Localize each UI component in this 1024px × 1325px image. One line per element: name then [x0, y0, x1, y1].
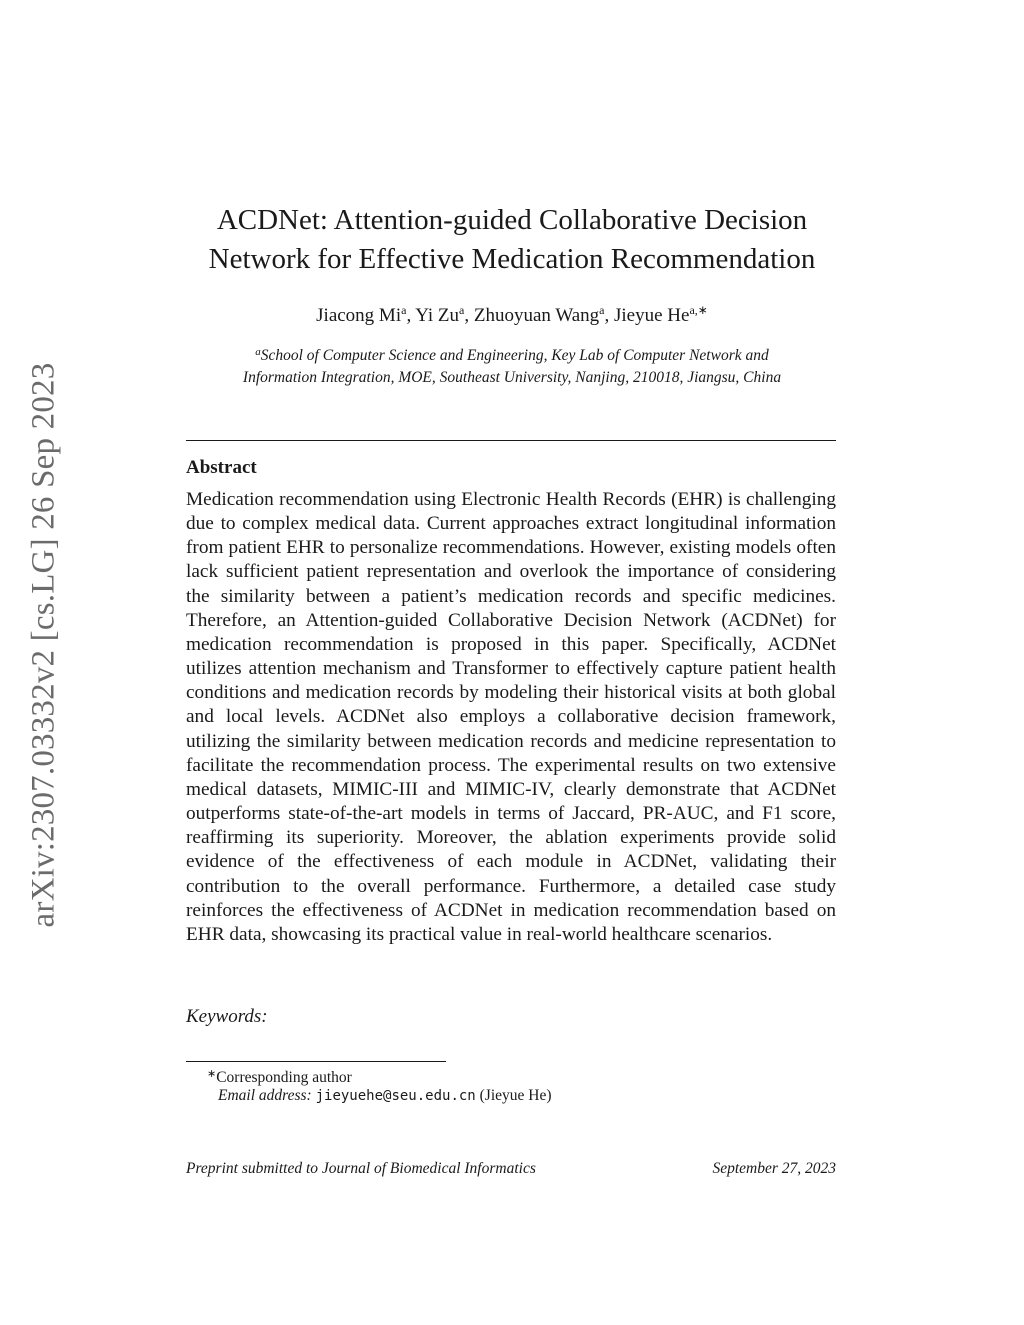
- author-affiliation-mark: a: [401, 303, 407, 317]
- footnote-corresponding-text: Corresponding author: [216, 1069, 352, 1086]
- affiliation-mark: a: [255, 346, 261, 358]
- keywords-label: Keywords:: [186, 1006, 268, 1027]
- paper-title: [180, 201, 844, 279]
- abstract-top-rule: [186, 440, 836, 441]
- author-name: Yi Zu: [415, 305, 460, 326]
- preprint-date: September 27, 2023: [712, 1160, 836, 1177]
- footnote-corresponding-author: [207, 1067, 352, 1087]
- affiliation-line-1: [180, 341, 844, 367]
- author-name: Jieyue He: [614, 305, 690, 326]
- author-list: [180, 303, 844, 327]
- affiliation-line-1-text: School of Computer Science and Engineering, Key Lab of Computer Network and: [260, 347, 769, 364]
- author-separator: ,: [406, 305, 416, 326]
- author-separator: ,: [464, 305, 474, 326]
- author-name: Jiacong Mi: [316, 305, 402, 326]
- footnote-rule: [186, 1061, 446, 1062]
- email-link[interactable]: jieyuehe@seu.edu.cn: [315, 1088, 476, 1104]
- author-affiliation-mark: a: [599, 303, 605, 317]
- abstract-heading: Abstract: [186, 457, 257, 478]
- abstract-text: Medication recommendation using Electronic Health Records (EHR) is challenging due to complex medical data. Current approaches extract longitudinal information from patient EHR to personalize recommendations. However, existing models often lack sufficient patient representation and overlook the importance of considering the similarity between a patient’s medication records and specific medicines. Therefore, an Attention-guided Collaborative Decision Network (ACDNet) for medication recommendation is proposed in this paper. Specifically, ACDNet utilizes attention mechanism and Transformer to effectively capture patient health conditions and medication records by modeling their historical visits at both global and local levels. ACDNet also employs a collaborative decision framework, utilizing the similarity between medication records and medicine representation to facilitate the recommendation process. The experimental results on two extensive medical datasets, MIMIC-III and MIMIC-IV, clearly demonstrate that ACDNet outperforms state-of-the-art models in terms of Jaccard, PR-AUC, and F1 score, reaffirming its superiority. Moreover, the ablation experiments provide solid evidence of the effectiveness of each module in ACDNet, validating their contribution to the overall performance. Furthermore, a detailed case study reinforces the effectiveness of ACDNet in medication recommendation based on EHR data, showcasing its practical value in real-world healthcare scenarios.: [186, 489, 836, 945]
- title-line-2: Network for Effective Medication Recommendation: [208, 243, 816, 275]
- footnote-email: [218, 1087, 552, 1105]
- author-separator: ,: [604, 305, 614, 326]
- author-name: Zhuoyuan Wang: [473, 305, 600, 326]
- affiliation-line-2: Information Integration, MOE, Southeast University, Nanjing, 210018, Jiangsu, China: [242, 369, 782, 386]
- author-affiliation-mark: a: [459, 303, 465, 317]
- author-affiliation: [180, 341, 844, 389]
- preprint-journal-note: Preprint submitted to Journal of Biomedical Informatics: [186, 1160, 536, 1177]
- email-owner: (Jieyue He): [479, 1087, 552, 1104]
- email-label: Email address:: [218, 1087, 312, 1104]
- arxiv-identifier-stamp[interactable]: arXiv:2307.03332v2 [cs.LG] 26 Sep 2023: [25, 362, 62, 928]
- author-affiliation-mark: a,∗: [689, 303, 708, 317]
- footnote-mark: ∗: [207, 1068, 217, 1080]
- title-line-1: ACDNet: Attention-guided Collaborative Decision: [216, 204, 808, 236]
